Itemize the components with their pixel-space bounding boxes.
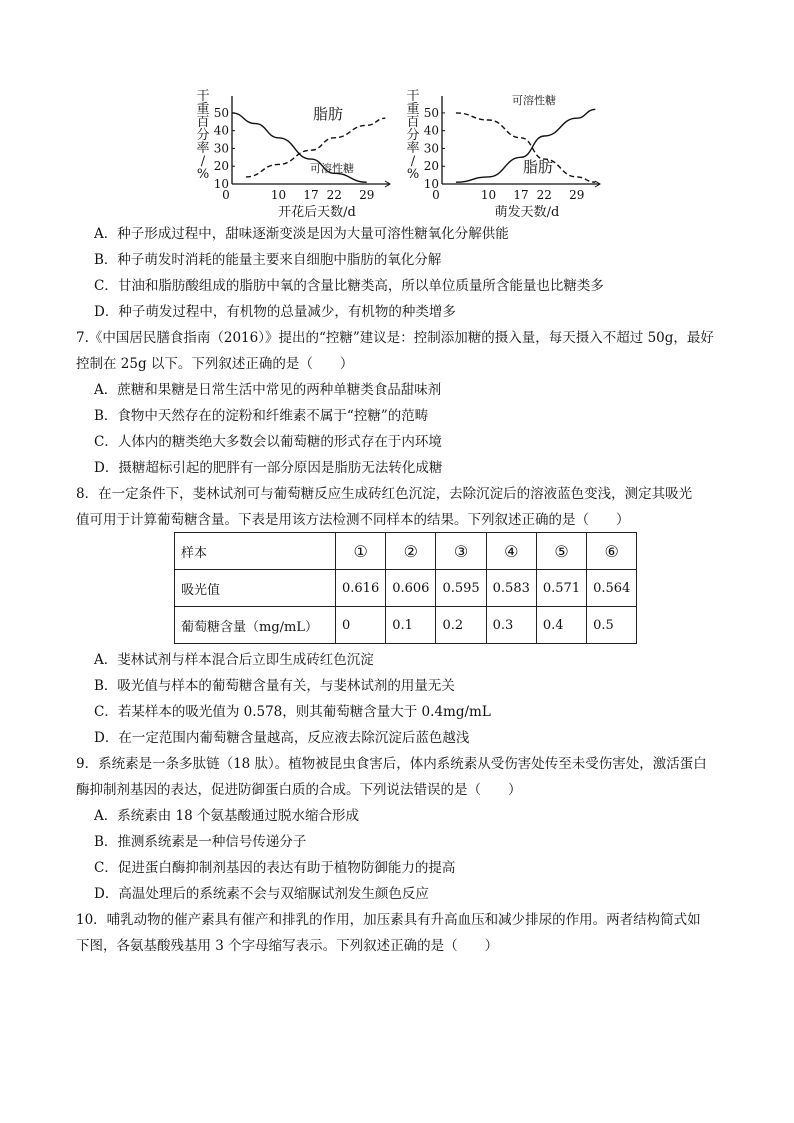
q6-option-d: D．种子萌发过程中，有机物的总量减少，有机物的种类增多 [94, 304, 456, 320]
y-tick-label: 10 [423, 177, 439, 191]
q8-stem-line1: 8．在一定条件下，斐林试剂可与葡萄糖反应生成砖红色沉淀，去除沉淀后的溶液蓝色变浅，测定其吸光 [76, 486, 693, 502]
absorbance-cell: 0.595 [436, 570, 486, 607]
absorbance-cell: 0.606 [386, 570, 436, 607]
absorbance-cell: 0.571 [536, 570, 586, 607]
y-axis-label-char: % [196, 167, 210, 182]
y-tick-label: 40 [213, 123, 229, 138]
y-axis-label-char: 重 [196, 102, 210, 117]
table-header-glucose: 葡萄糖含量（mg/mL） [175, 607, 336, 644]
chart-seed-formation [196, 86, 396, 220]
x-tick-label: 29 [359, 188, 375, 202]
y-tick-label: 20 [423, 159, 439, 174]
x-tick-label: 17 [513, 188, 529, 202]
y-axis-label-char: 率 [406, 141, 420, 156]
sample-cell: ⑥ [587, 533, 637, 570]
y-axis-label-char: 分 [196, 128, 210, 143]
q9-option-c: C．促进蛋白酶抑制剂基因的表达有助于植物防御能力的提高 [94, 860, 456, 876]
y-axis-label-char: / [410, 154, 416, 169]
table-header-sample: 样本 [175, 533, 336, 570]
x-tick-label: 29 [569, 188, 585, 202]
absorbance-cell: 0.616 [336, 570, 386, 607]
x-tick-label: 22 [326, 188, 342, 202]
q8-option-b: B．吸光值与样本的葡萄糖含量有关，与斐林试剂的用量无关 [94, 678, 455, 694]
x-tick-label: 10 [480, 188, 497, 202]
table-row [175, 570, 637, 607]
q9-option-d: D．高温处理后的系统素不会与双缩脲试剂发生颜色反应 [94, 886, 429, 902]
glucose-cell: 0.5 [587, 607, 637, 644]
glucose-cell: 0.3 [486, 607, 536, 644]
q8-data-table [174, 532, 637, 644]
sample-cell: ① [336, 533, 386, 570]
x-tick-label: 0 [222, 188, 230, 202]
q8-option-d: D．在一定范围内葡萄糖含量越高，反应液去除沉淀后蓝色越浅 [94, 730, 470, 746]
y-tick-label: 50 [423, 105, 439, 120]
y-axis-label-char: 干 [196, 89, 210, 104]
y-tick-label: 20 [213, 159, 229, 174]
absorbance-cell: 0.583 [486, 570, 536, 607]
sample-cell: ⑤ [536, 533, 586, 570]
series-label: 脂肪 [522, 158, 554, 176]
q9-stem-line2: 酶抑制剂基因的表达，促进防御蛋白质的合成。下列说法错误的是（ ） [76, 782, 522, 798]
glucose-cell: 0.1 [386, 607, 436, 644]
y-tick-label: 30 [213, 141, 229, 156]
y-axis-label-char: / [200, 154, 206, 169]
table-header-absorbance: 吸光值 [175, 570, 336, 607]
q10-stem-line2: 下图，各氨基酸残基用 3 个字母缩写表示。下列叙述正确的是（ ） [76, 938, 499, 954]
x-axis-label: 萌发天数/d [494, 205, 560, 220]
figure-area [196, 86, 596, 220]
sample-cell: ④ [486, 533, 536, 570]
glucose-cell: 0.2 [436, 607, 486, 644]
q7-option-c: C．人体内的糖类绝大多数会以葡萄糖的形式存在于内环境 [94, 434, 442, 450]
y-axis-label-char: 百 [406, 115, 420, 130]
y-axis-label-char: % [406, 167, 420, 182]
series-label: 可溶性糖 [512, 94, 556, 107]
y-axis-label-char: 重 [406, 102, 420, 117]
q7-option-a: A．蔗糖和果糖是日常生活中常见的两种单糖类食品甜味剂 [94, 382, 442, 398]
q7-option-d: D．摄糖超标引起的肥胖有一部分原因是脂肪无法转化成糖 [94, 460, 443, 476]
x-tick-label: 10 [270, 188, 287, 202]
x-axis-label: 开花后天数/d [278, 205, 356, 220]
q6-option-c: C．甘油和脂肪酸组成的脂肪中氧的含量比糖类高，所以单位质量所含能量也比糖类多 [94, 278, 604, 294]
sample-cell: ② [386, 533, 436, 570]
q9-stem-line1: 9．系统素是一条多肽链（18 肽）。植物被昆虫食害后，体内系统素从受伤害处传至未受伤害处，激活蛋白 [76, 756, 707, 772]
q9-option-b: B．推测系统素是一种信号传递分子 [94, 834, 307, 850]
series-label: 可溶性糖 [310, 162, 354, 175]
y-tick-label: 10 [213, 177, 229, 191]
table-row [175, 607, 637, 644]
q8-stem-line2: 值可用于计算葡萄糖含量。下表是用该方法检测不同样本的结果。下列叙述正确的是（ ） [76, 512, 630, 528]
q7-stem-line2: 控制在 25g 以下。下列叙述正确的是（ ） [76, 356, 354, 372]
q8-option-c: C．若某样本的吸光值为 0.578，则其葡萄糖含量大于 0.4mg/mL [94, 704, 491, 720]
sample-cell: ③ [436, 533, 486, 570]
chart-seed-germination [406, 86, 606, 220]
q6-option-a: A．种子形成过程中，甜味逐渐变淡是因为大量可溶性糖氧化分解供能 [94, 226, 509, 242]
q9-option-a: A．系统素由 18 个氨基酸通过脱水缩合形成 [94, 808, 360, 824]
absorbance-cell: 0.564 [587, 570, 637, 607]
y-axis-label-char: 百 [196, 115, 210, 130]
q6-option-b: B．种子萌发时消耗的能量主要来自细胞中脂肪的氧化分解 [94, 252, 442, 268]
q7-option-b: B．食物中天然存在的淀粉和纤维素不属于“控糖”的范畴 [94, 408, 429, 424]
x-tick-label: 0 [432, 188, 440, 202]
q10-stem-line1: 10．哺乳动物的催产素具有催产和排乳的作用，加压素具有升高血压和减少排尿的作用。两者结构简式如 [76, 912, 701, 928]
y-tick-label: 30 [423, 141, 439, 156]
glucose-cell: 0.4 [536, 607, 586, 644]
x-tick-label: 17 [303, 188, 319, 202]
q8-option-a: A．斐林试剂与样本混合后立即生成砖红色沉淀 [94, 652, 374, 668]
y-tick-label: 40 [423, 123, 439, 138]
y-axis-label-char: 分 [406, 128, 420, 143]
glucose-cell: 0 [336, 607, 386, 644]
y-tick-label: 50 [213, 105, 229, 120]
y-axis-label-char: 干 [406, 89, 420, 104]
y-axis-label-char: 率 [196, 141, 210, 156]
x-tick-label: 22 [536, 188, 552, 202]
q7-stem-line1: 7.《中国居民膳食指南（2016）》提出的“控糖”建议是：控制添加糖的摄入量，每天摄入不超过 50g，最好 [76, 330, 714, 346]
table-row [175, 533, 637, 570]
series-label: 脂肪 [312, 105, 344, 123]
